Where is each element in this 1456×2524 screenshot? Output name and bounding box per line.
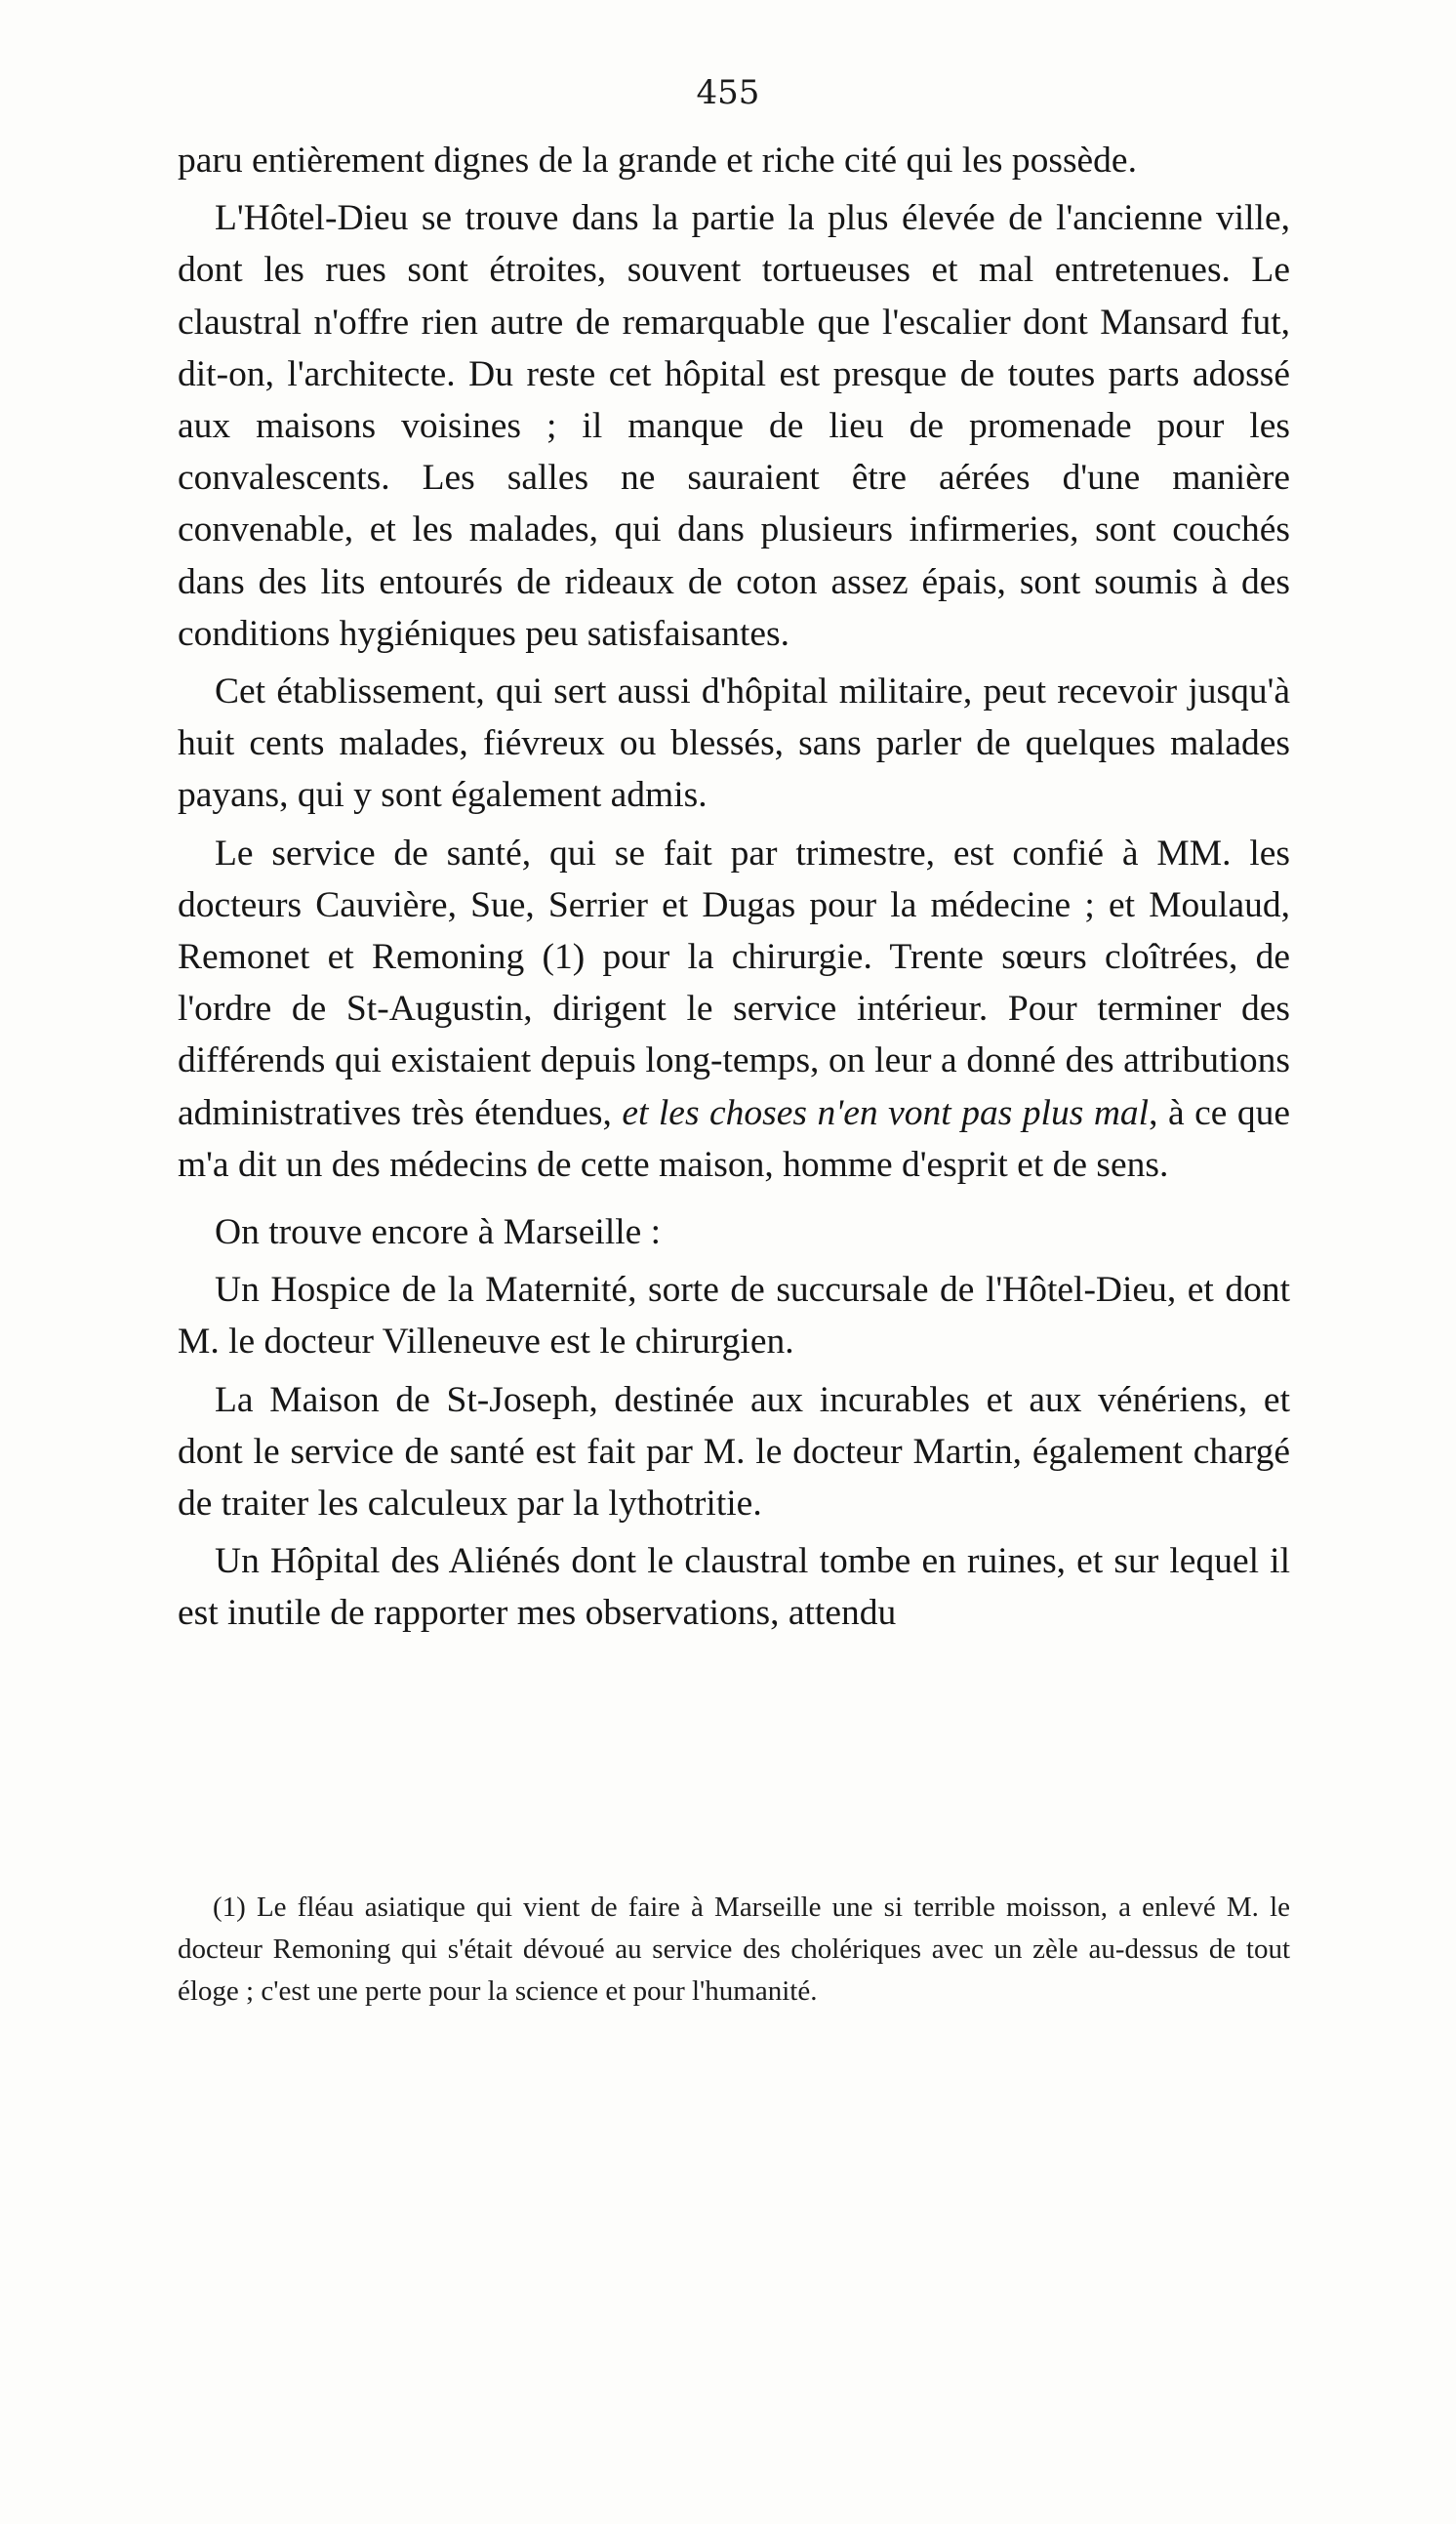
paragraph-alienes: Un Hôpital des Aliénés dont le claustral tombe en ruines, et sur lequel il est inutile de rapporter mes observations, attendu: [178, 1541, 1290, 1634]
paragraph-etablissement: Cet établissement, qui sert aussi d'hôpital militaire, peut recevoir jusqu'à huit cents malades, fiévreux ou blessés, sans parler de quelques malades payans, qui y sont également admis.: [178, 672, 1290, 816]
footnote-text: (1) Le fléau asiatique qui vient de faire à Marseille une si terrible moisson, a enlevé M. le docteur Remoning qui s'était dévoué au service des cholériques avec un zèle au-dessus de tout éloge ; c'est une perte pour la science et pour l'humanité.: [178, 1892, 1290, 2007]
paragraph-service-sante-start: Le service de santé, qui se fait par trimestre, est confié à MM. les docteurs Cauvière, Sue, Serrier et Dugas pour la médecine ; et Moulaud, Remonet et Remoning (1) pour la chirurgie. Trente sœurs cloîtrées, de l'ordre de St-Augustin, dirigent le service intérieur. Pour terminer des différends qui existaient depuis long-temps, on leur a donné des attributions administratives très étendues,: [178, 833, 1290, 1133]
body-text: [178, 135, 1290, 1646]
paragraph-service-sante: [178, 828, 1290, 1191]
page-number: 455: [696, 73, 760, 112]
paragraph-st-joseph: La Maison de St-Joseph, destinée aux incurables et aux vénériens, et dont le service de santé est fait par M. le docteur Martin, également chargé de traiter les calculeux par la lythotritie.: [178, 1379, 1290, 1525]
paragraph-service-sante-end: , à ce que m'a dit un des médecins de cette maison, homme d'esprit et de sens.: [178, 1092, 1291, 1185]
paragraph-continuation: paru entièrement dignes de la grande et riche cité qui les possède.: [178, 141, 1137, 181]
paragraph-maternite: Un Hospice de la Maternité, sorte de succursale de l'Hôtel-Dieu, et dont M. le docteur Villeneuve est le chirurgien.: [178, 1270, 1290, 1363]
paragraph-on-trouve: On trouve encore à Marseille :: [215, 1212, 662, 1253]
italic-quote: et les choses n'en vont pas plus mal: [622, 1092, 1150, 1133]
footnote: [178, 1887, 1290, 2013]
paragraph-hotel-dieu: L'Hôtel-Dieu se trouve dans la partie la plus élevée de l'ancienne ville, dont les rues sont étroites, souvent tortueuses et mal entretenues. Le claustral n'offre rien autre de remarquable que l'escalier dont Mansard fut, dit-on, l'architecte. Du reste cet hôpital est presque de toutes parts adossé aux maisons voisines ; il manque de lieu de promenade pour les convalescents. Les salles ne sauraient être aérées d'une manière convenable, et les malades, qui dans plusieurs infirmeries, sont couchés dans des lits entourés de rideaux de coton assez épais, sont soumis à des conditions hygiéniques peu satisfaisantes.: [178, 198, 1290, 654]
